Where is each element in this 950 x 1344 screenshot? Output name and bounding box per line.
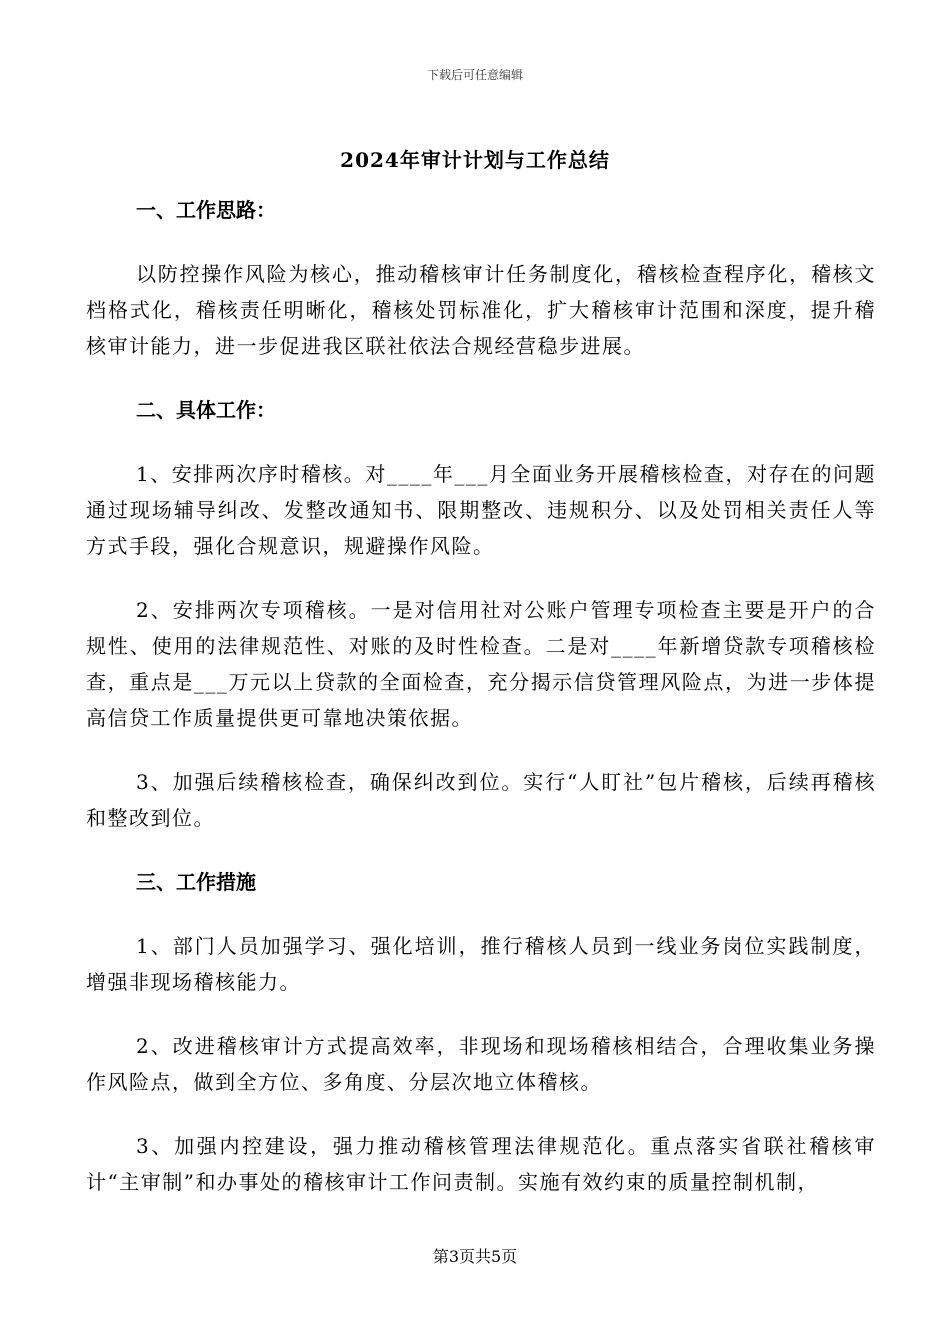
paragraph: 2、改进稽核审计方式提高效率，非现场和现场稽核相结合，合理收集业务操作风险点，做到全方位、多角度、分层次地立体稽核。: [86, 1034, 876, 1094]
header-note: 下载后可任意编辑: [426, 68, 523, 82]
document-title: 2024年审计计划与工作总结: [340, 148, 610, 172]
section-heading-2: 二、具体工作：: [136, 398, 276, 422]
section-heading-1: 一、工作思路：: [136, 198, 276, 222]
document-body: [86, 192, 876, 1228]
section-heading-3: 三、工作措施: [136, 870, 256, 894]
paragraph: 3、加强内控建设，强力推动稽核管理法律规范化。重点落实省联社稽核审计“主审制”和办事处的稽核审计工作问责制。实施有效约束的质量控制机制，: [86, 1134, 876, 1194]
paragraph: 以防控操作风险为核心，推动稽核审计任务制度化，稽核检查程序化，稽核文档格式化，稽核责任明晰化，稽核处罚标准化，扩大稽核审计范围和深度，提升稽核审计能力，进一步促进我区联社依法合规经营稳步进展。: [86, 262, 876, 358]
paragraph: 1、安排两次序时稽核。对____年___月全面业务开展稽核检查，对存在的问题通过现场辅导纠改、发整改通知书、限期整改、违规积分、以及处罚相关责任人等方式手段，强化合规意识，规避操作风险。: [86, 462, 876, 558]
paragraph: 3、加强后续稽核检查，确保纠改到位。实行“人盯社”包片稽核，后续再稽核和整改到位。: [86, 770, 876, 830]
paragraph: 2、安排两次专项稽核。一是对信用社对公账户管理专项检查主要是开户的合规性、使用的法律规范性、对账的及时性检查。二是对____年新增贷款专项稽核检查，重点是___万元以上贷款的全面检查，充分揭示信贷管理风险点，为进一步体提高信贷工作质量提供更可靠地决策依据。: [86, 598, 876, 730]
paragraph: 1、部门人员加强学习、强化培训，推行稽核人员到一线业务岗位实践制度，增强非现场稽核能力。: [86, 934, 876, 994]
page-number: 第3页共5页: [432, 1247, 518, 1266]
